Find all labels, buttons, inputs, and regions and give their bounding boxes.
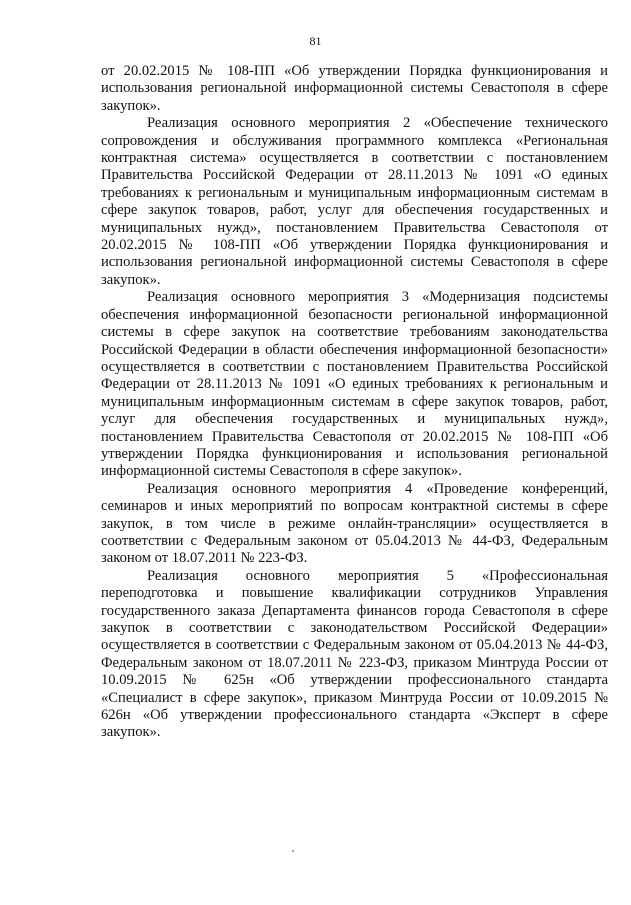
paragraph-measure-2: Реализация основного мероприятия 2 «Обеспечение технического сопровождения и обслуживания программного комплекса «Региональная контрактная система» осуществляется в соответствии с постановлением Правительства Российской Федерации от 28.11.2013 № 1091 «О единых требованиях к региональным и муниципальным информационным системам в сфере закупок товаров, работ, услуг для обеспечения государственных и муниципальных нужд», постановлением Правительства Севастополя от 20.02.2015 № 108-ПП «Об утверждении Порядка функционирования и использования региональной информационной системы Севастополя в сфере закупок». bbox=[101, 115, 608, 288]
paragraph-continuation: от 20.02.2015 № 108-ПП «Об утверждении Порядка функционирования и использования региональной информационной системы Севастополя в сфере закупок». bbox=[101, 63, 608, 114]
scan-artifact-dot bbox=[292, 850, 294, 852]
paragraph-measure-4: Реализация основного мероприятия 4 «Проведение конференций, семинаров и иных мероприятий по вопросам контрактной системы в сфере закупок, в том числе в режиме онлайн-трансляции» осуществляется в соответствии с Федеральным законом от 05.04.2013 № 44-ФЗ, Федеральным законом от 18.07.2011 № 223-ФЗ. bbox=[101, 480, 608, 567]
paragraph-measure-3: Реализация основного мероприятия 3 «Модернизация подсистемы обеспечения информационной безопасности региональной информационной системы в сфере закупок на соответствие требованиям законодательства Российской Федерации в области обеспечения информационной безопасности» осуществляется в соответствии с постановлением Правительства Российской Федерации от 28.11.2013 № 1091 «О единых требованиях к региональным и муниципальным информационным системам в сфере закупок товаров, работ, услуг для обеспечения государственных и муниципальных нужд», постановлением Правительства Севастополя от 20.02.2015 № 108-ПП «Об утверждении Порядка функционирования и использования региональной информационной системы Севастополя в сфере закупок». bbox=[101, 289, 608, 480]
document-body bbox=[101, 63, 608, 742]
paragraph-measure-5: Реализация основного мероприятия 5 «Профессиональная переподготовка и повышение квалификации сотрудников Управления государственного заказа Департамента финансов города Севастополя в сфере закупок в соответствии с законодательством Российской Федерации» осуществляется в соответствии с Федеральным законом от 05.04.2013 № 44-ФЗ, Федеральным законом от 18.07.2011 № 223-ФЗ, приказом Минтруда России от 10.09.2015 № 625н «Об утверждении профессионального стандарта «Специалист в сфере закупок», приказом Минтруда России от 10.09.2015 № 626н «Об утверждении профессионального стандарта «Эксперт в сфере закупок». bbox=[101, 567, 608, 741]
page-number: 81 bbox=[309, 34, 322, 48]
